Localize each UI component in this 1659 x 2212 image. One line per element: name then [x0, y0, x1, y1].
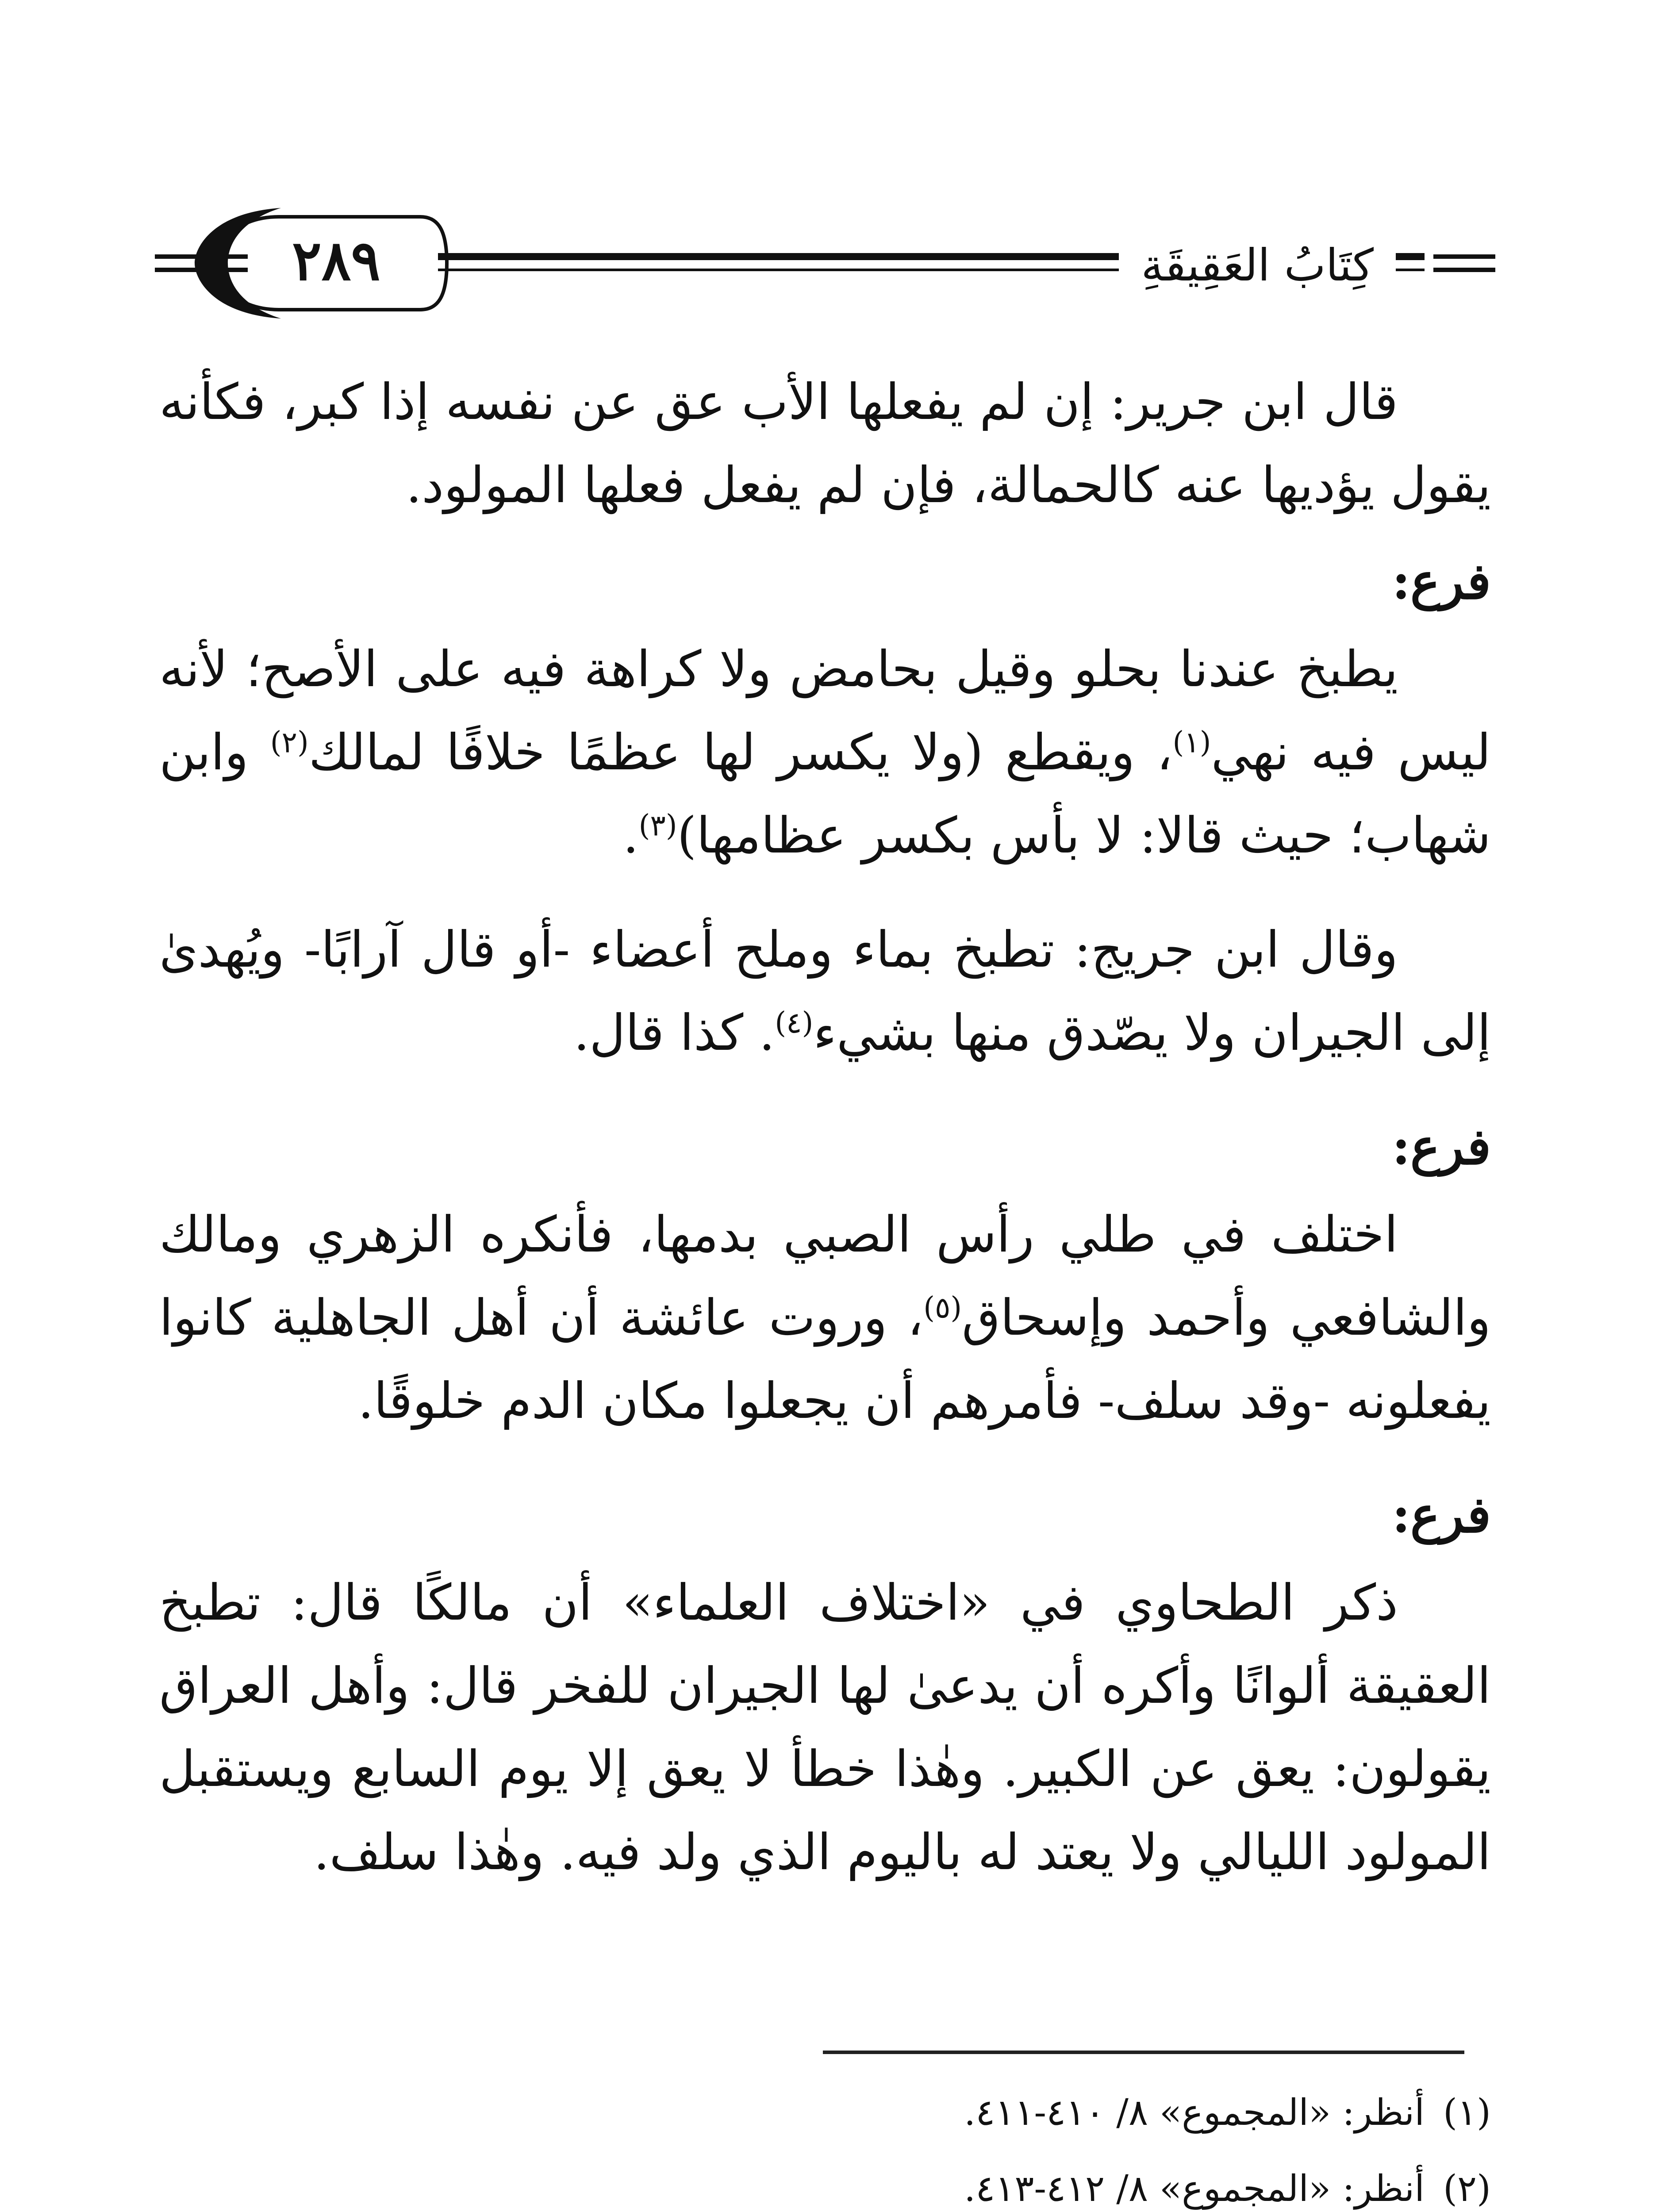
footnote-ref: (١) — [1172, 725, 1211, 760]
footnote-ref: (٤) — [775, 1006, 814, 1040]
running-title: كِتَابُ العَقِيقَةِ — [1119, 230, 1396, 301]
paragraph-text: وقال ابن جريج: تطبخ بماء وملح أعضاء -أو قال آرابًا- ويُهدىٰ إلى الجيران ولا يصّدق منها بشيء — [159, 921, 1491, 1062]
footnote — [159, 2151, 1491, 2212]
paragraph-text: . — [623, 807, 639, 864]
footnote-text: أنظر: «المجموع» ٨/ ٤١٠-٤١١. — [964, 2092, 1425, 2134]
page-number: ٢٨٩ — [292, 229, 380, 293]
footnote — [159, 2075, 1491, 2151]
paragraph-text: قال ابن جرير: إن لم يفعلها الأب عق عن نفسه إذا كبر، فكأنه يقول يؤديها عنه كالحمالة، فإن لم يفعل فعلها المولود. — [159, 373, 1491, 514]
footnote-ref: (٥) — [923, 1290, 962, 1325]
page-header — [155, 190, 1495, 341]
footnote-number: (٢) — [1443, 2168, 1491, 2210]
paragraph — [159, 361, 1491, 527]
footnote-text: أنظر: «المجموع» ٨/ ٤١٢-٤١٣. — [964, 2168, 1425, 2210]
paragraph-text: . كذا قال. — [573, 1004, 775, 1062]
paragraph-text: ، وروت عائشة أن أهل الجاهلية كانوا يفعلونه -وقد سلف- فأمرهم أن يجعلوا مكان الدم خلوقًا. — [159, 1289, 1491, 1430]
paragraph-text: اختلف في طلي رأس الصبي بدمها، فأنكره الزهري ومالك والشافعي وأحمد وإسحاق — [159, 1206, 1491, 1347]
section-heading: فرع: — [1392, 1486, 1491, 1544]
footnote-number: (١) — [1443, 2092, 1491, 2134]
main-text — [159, 361, 1491, 1925]
section-heading: فرع: — [1392, 553, 1491, 611]
paragraph — [159, 1561, 1491, 1894]
paragraph — [159, 1193, 1491, 1443]
paragraph-text: ذكر الطحاوي في «اختلاف العلماء» أن مالكًا قال: تطبخ العقيقة ألوانًا وأكره أن يدعىٰ لها الجيران للفخر قال: وأهل العراق يقولون: يعق عن الكبير. وهٰذا خطأ لا يعق إلا يوم السابع ويستقبل المولود الليالي ولا يعتد له باليوم الذي ولد فيه. وهٰذا سلف. — [159, 1574, 1491, 1881]
footnotes — [159, 2075, 1491, 2212]
paragraph-text: يطبخ عندنا بحلو وقيل بحامض ولا كراهة فيه على الأصح؛ لأنه ليس فيه نهي — [159, 641, 1491, 781]
paragraph — [159, 628, 1491, 877]
footnote-separator — [823, 2051, 1464, 2054]
paragraph-text: وابن شهاب؛ حيث قالا: لا بأس بكسر عظامها) — [159, 724, 1491, 864]
paragraph — [159, 908, 1491, 1075]
footnote-ref: (٢) — [270, 725, 309, 760]
paragraph-text: ، ويقطع (ولا يكسر لها عظمًا خلافًا لمالك — [308, 724, 1173, 781]
section-heading: فرع: — [1392, 1118, 1491, 1176]
footnote-ref: (٣) — [638, 808, 677, 843]
